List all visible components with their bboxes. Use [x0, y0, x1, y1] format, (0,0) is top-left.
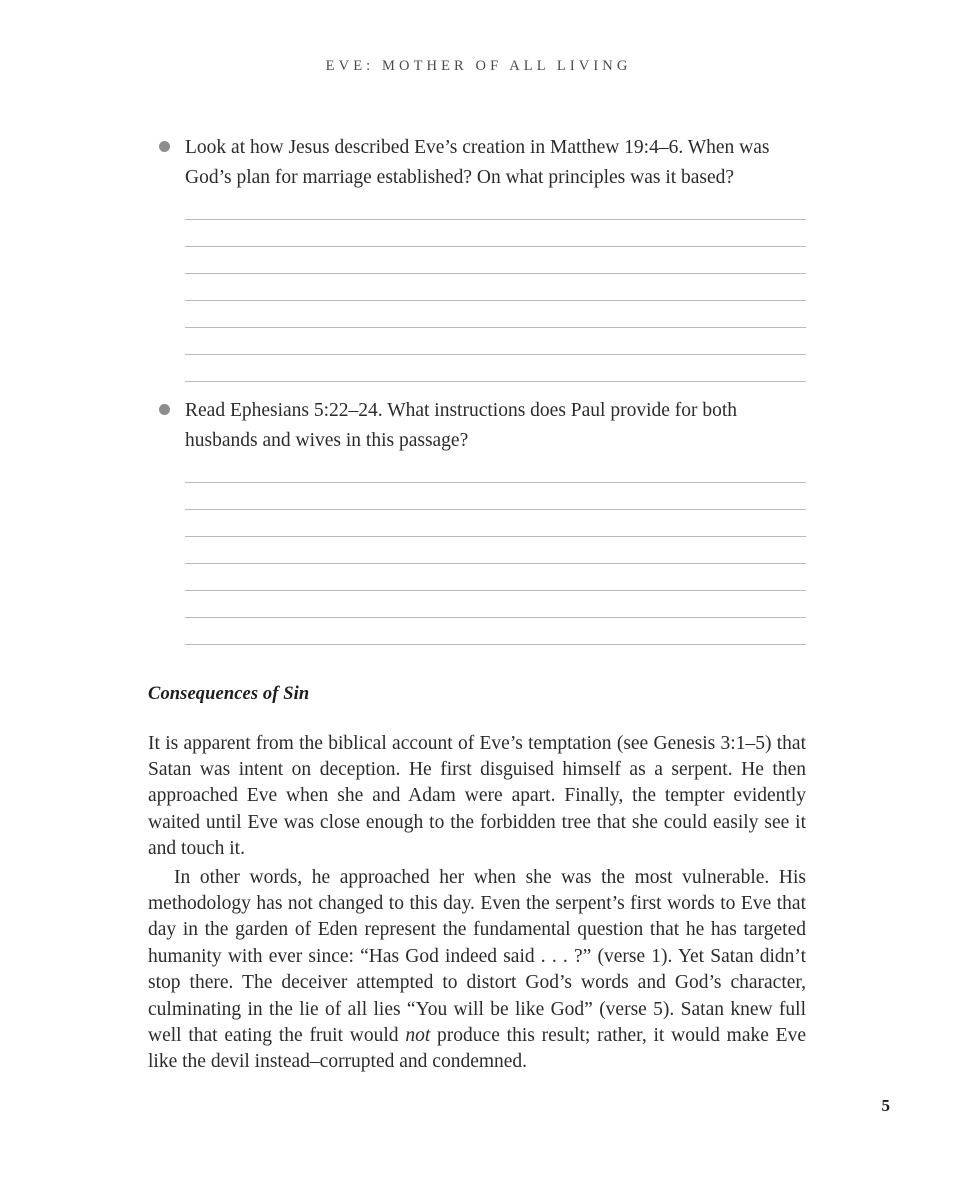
bullet-icon [159, 141, 170, 152]
section-heading: Consequences of Sin [148, 684, 310, 704]
body-paragraph-1: It is apparent from the biblical account of Eve’s temptation (see Genesis 3:1–5) that Satan was intent on deception. He first disguised himself as a serpent. He then approached Eve when she and Adam were apart. Finally, the tempter evidently waited until Eve was close enough to the forbidden tree that she could easily see it and touch it. [148, 732, 806, 860]
emphasis-text: not [405, 1024, 431, 1046]
question-text: Read Ephesians 5:22–24. What instructions does Paul provide for both husbands and wives in this passage? [185, 400, 738, 451]
question-text: Look at how Jesus described Eve’s creation in Matthew 19:4–6. When was God’s plan for marriage established? On what principles was it based? [185, 137, 770, 188]
bullet-icon [159, 404, 170, 415]
question-row [148, 133, 806, 193]
answer-lines-2[interactable] [185, 482, 806, 645]
answer-rule-line[interactable] [185, 644, 806, 645]
question-row [148, 396, 806, 456]
body-paragraph-2: In other words, he approached her when she was the most vulnerable. His methodology has not changed to this day. Even the serpent’s first words to Eve that day in the garden of Eden represent the fundamental question that he has targeted humanity with ever since: “Has God indeed said . . . ?” (verse 1). Yet Satan didn’t stop there. The deceiver attempted to distort God’s words and God’s character, culminating in the lie of all lies “You will be like God” (verse 5). Satan knew full well that eating the fruit would not produce this result; rather, it would make Eve like the devil instead–corrupted and condemned. [148, 866, 806, 1073]
question-block-2 [148, 396, 806, 645]
answer-lines-1[interactable] [185, 219, 806, 382]
page-number: 5 [881, 1096, 890, 1115]
question-block-1 [148, 133, 806, 382]
answer-rule-line[interactable] [185, 381, 806, 382]
running-head: EVE: MOTHER OF ALL LIVING [325, 58, 632, 74]
